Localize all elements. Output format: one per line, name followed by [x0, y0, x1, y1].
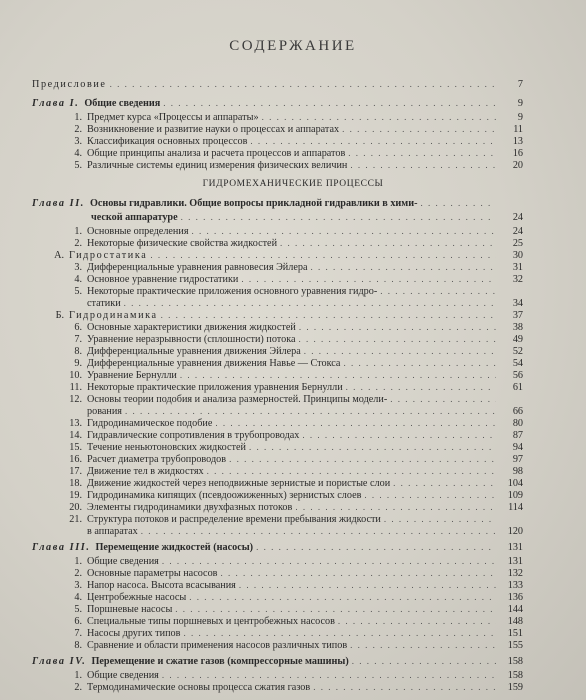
- dot-leader: [302, 430, 496, 441]
- entry-label: [60, 502, 292, 513]
- toc-entry: [60, 124, 523, 135]
- entry-label: [60, 226, 189, 237]
- entry-number: 1.: [74, 226, 82, 237]
- entry-number: 13.: [69, 418, 82, 429]
- entry-label: [60, 442, 246, 453]
- dot-leader: [295, 502, 496, 513]
- entry-number: 14.: [69, 430, 82, 441]
- entry-text: Специальные типы поршневых и центробежных насосов: [87, 616, 335, 627]
- entry-text: Некоторые практические приложения основного уравнения гидро-: [87, 286, 378, 297]
- entry-number: 3.: [74, 580, 82, 591]
- dot-leader: [352, 656, 496, 667]
- toc-entry: [60, 430, 523, 441]
- entry-number: 17.: [69, 466, 82, 477]
- dot-leader: [162, 670, 496, 681]
- entry-number: 2.: [74, 124, 82, 135]
- entry-label: [60, 670, 159, 681]
- dot-leader: [250, 136, 496, 147]
- page-number: 158: [507, 670, 523, 681]
- entry-label: [60, 640, 347, 651]
- page-number: 87: [512, 430, 523, 441]
- entry-number: 15.: [69, 442, 82, 453]
- dot-leader: [342, 124, 496, 135]
- toc-entry: [60, 394, 523, 405]
- page-number: 38: [512, 322, 523, 333]
- entry-label: [87, 526, 138, 537]
- page-number: 158: [507, 656, 523, 667]
- entry-text: Некоторые практические приложения уравнения Бернулли: [87, 382, 343, 393]
- entry-text: Напор насоса. Высота всасывания: [87, 580, 236, 591]
- toc-entry-cont: [87, 526, 523, 537]
- chapter-prefix: Глава III.: [32, 542, 91, 553]
- entry-label: [32, 98, 160, 109]
- dot-leader: [161, 310, 496, 321]
- entry-label: [87, 406, 122, 417]
- dot-leader: [310, 262, 496, 273]
- dot-leader: [421, 198, 496, 209]
- entry-label: [60, 568, 218, 579]
- toc-entry: [60, 670, 523, 681]
- page-number: 7: [517, 79, 523, 90]
- entry-label: [60, 430, 299, 441]
- entry-label: [60, 682, 310, 693]
- page-number: 97: [512, 454, 523, 465]
- dot-leader: [215, 418, 496, 429]
- entry-number: 2.: [74, 568, 82, 579]
- page-number: 104: [507, 478, 523, 489]
- dot-leader: [162, 556, 496, 567]
- entry-number: 4.: [74, 274, 82, 285]
- entry-number: А.: [54, 250, 64, 261]
- entry-label: [91, 212, 178, 223]
- entry-text: статики: [87, 298, 121, 309]
- entry-number: 11.: [69, 382, 82, 393]
- toc-entry: [60, 238, 523, 249]
- entry-text: Движение тел в жидкостях: [87, 466, 204, 477]
- page-number: 151: [507, 628, 523, 639]
- entry-text: Основы теории подобия и анализа размерностей. Принципы модели-: [87, 394, 388, 405]
- page-number: 13: [512, 136, 523, 147]
- dot-leader: [256, 542, 496, 553]
- toc-entry: [60, 604, 523, 615]
- entry-label: [60, 604, 172, 615]
- entry-text: Уравнение Бернулли: [87, 370, 177, 381]
- entry-number: 3.: [74, 262, 82, 273]
- dot-leader: [350, 160, 496, 171]
- toc-entry: [60, 490, 523, 501]
- toc-entry: [60, 466, 523, 477]
- page-number: 136: [507, 592, 523, 603]
- entry-text: Основное уравнение гидростатики: [87, 274, 239, 285]
- entry-text: Уравнение неразрывности (сплошности) потока: [87, 334, 296, 345]
- entry-text: Основные параметры насосов: [87, 568, 218, 579]
- entry-number: 19.: [69, 490, 82, 501]
- dot-leader: [299, 322, 496, 333]
- toc-entry: [60, 580, 523, 591]
- entry-label: [32, 198, 418, 209]
- toc-chapter-1: [32, 98, 523, 109]
- page-number: 34: [512, 298, 523, 309]
- entry-label: [32, 542, 253, 553]
- entry-text: Перемещение и сжатие газов (компрессорные машины): [91, 656, 349, 667]
- toc-subsection-b: [42, 310, 523, 321]
- entry-label: [60, 382, 343, 393]
- entry-number: 2.: [74, 682, 82, 693]
- entry-number: 5.: [74, 286, 82, 297]
- page-number: 25: [512, 238, 523, 249]
- toc-entry: [60, 628, 523, 639]
- dot-leader: [380, 286, 496, 297]
- entry-number: 21.: [69, 514, 82, 525]
- page-number: 20: [512, 160, 523, 171]
- dot-leader: [207, 466, 496, 477]
- dot-leader: [150, 250, 496, 261]
- entry-text: Основные характеристики движения жидкостей: [87, 322, 296, 333]
- entry-text: Гидростатика: [69, 250, 148, 261]
- toc-entry: [60, 322, 523, 333]
- dot-leader: [350, 640, 496, 651]
- entry-text: Сравнение и области применения насосов различных типов: [87, 640, 348, 651]
- entry-text: Гидродинамическое подобие: [87, 418, 213, 429]
- dot-leader: [229, 454, 496, 465]
- entry-text: Дифференциальные уравнения равновесия Эйлера: [87, 262, 308, 273]
- toc-chapter-3: [32, 542, 523, 553]
- toc-entry: [60, 442, 523, 453]
- toc-entry: [60, 286, 523, 297]
- page-number: 30: [512, 250, 523, 261]
- entry-label: [60, 262, 307, 273]
- dot-leader: [390, 394, 496, 405]
- entry-label: [60, 322, 296, 333]
- entry-text: Перемещение жидкостей (насосы): [95, 542, 254, 553]
- page-number: 120: [507, 526, 523, 537]
- page-number: 131: [507, 556, 523, 567]
- page-number: 32: [512, 274, 523, 285]
- entry-text: в аппаратах: [87, 526, 138, 537]
- entry-label: [42, 250, 147, 261]
- page-number: 159: [507, 682, 523, 693]
- entry-text: Общие сведения: [87, 556, 159, 567]
- dot-leader: [181, 212, 496, 223]
- page-number: 56: [512, 370, 523, 381]
- page-number: 155: [507, 640, 523, 651]
- entry-label: [60, 556, 159, 567]
- entry-text: Дифференциальные уравнения движения Навье — Стокса: [87, 358, 341, 369]
- dot-leader: [384, 514, 496, 525]
- entry-number: 8.: [74, 640, 82, 651]
- chapter-prefix: Глава I.: [32, 98, 80, 109]
- entry-text: Основные определения: [87, 226, 189, 237]
- page-number: 54: [512, 358, 523, 369]
- entry-label: [60, 514, 381, 525]
- entry-label: [60, 274, 238, 285]
- entry-label: [32, 79, 107, 90]
- toc-chapter-2: [32, 198, 523, 209]
- toc-entry: [60, 514, 523, 525]
- toc-subsection-a: [42, 250, 523, 261]
- entry-text: Классификация основных процессов: [87, 136, 248, 147]
- toc-entry: [60, 556, 523, 567]
- entry-number: 7.: [74, 334, 82, 345]
- entry-text: Общие сведения: [84, 98, 161, 109]
- dot-leader: [239, 580, 496, 591]
- entry-text: Расчет диаметра трубопроводов: [87, 454, 227, 465]
- entry-label: [60, 160, 347, 171]
- entry-number: 12.: [69, 394, 82, 405]
- entry-label: [60, 616, 335, 627]
- dot-leader: [189, 592, 496, 603]
- section-title: ГИДРОМЕХАНИЧЕСКИЕ ПРОЦЕССЫ: [202, 179, 384, 189]
- entry-number: 18.: [69, 478, 82, 489]
- toc-entry: [60, 568, 523, 579]
- dot-leader: [125, 406, 496, 417]
- entry-text: Общие сведения: [87, 670, 159, 681]
- entry-label: [60, 346, 301, 357]
- dot-leader: [141, 526, 496, 537]
- dot-leader: [110, 79, 496, 90]
- entry-label: [60, 238, 277, 249]
- dot-leader: [221, 568, 497, 579]
- page-number: 11: [513, 124, 523, 135]
- entry-text: Различные системы единиц измерения физических величин: [87, 160, 348, 171]
- entry-label: [60, 466, 204, 477]
- entry-text: Гидродинамика: [69, 310, 158, 321]
- page-title: СОДЕРЖАНИЕ: [229, 38, 357, 54]
- dot-leader: [262, 112, 496, 123]
- toc-preface: [32, 79, 523, 90]
- page-number: 114: [508, 502, 523, 513]
- entry-number: 9.: [74, 358, 82, 369]
- entry-number: 1.: [74, 556, 82, 567]
- page-number: 9: [517, 112, 523, 123]
- toc-chapter-4: [32, 656, 523, 667]
- dot-leader: [249, 442, 496, 453]
- page-number: 132: [507, 568, 523, 579]
- entry-label: [60, 592, 186, 603]
- toc-entry: [60, 478, 523, 489]
- entry-label: [87, 298, 121, 309]
- page-number: 9: [517, 98, 523, 109]
- dot-leader: [180, 370, 496, 381]
- entry-label: [32, 656, 349, 667]
- dot-leader: [343, 358, 496, 369]
- entry-number: 16.: [69, 454, 82, 465]
- page-number: 16: [512, 148, 523, 159]
- entry-number: 8.: [74, 346, 82, 357]
- entry-text: Дифференциальные уравнения движения Эйлера: [87, 346, 301, 357]
- entry-text: Предмет курса «Процессы и аппараты»: [87, 112, 259, 123]
- toc-entry: [60, 370, 523, 381]
- dot-leader: [280, 238, 496, 249]
- dot-leader: [163, 98, 496, 109]
- toc-entry: [60, 616, 523, 627]
- toc-entry: [60, 148, 523, 159]
- entry-text: Термодинамические основы процесса сжатия газов: [87, 682, 311, 693]
- entry-text: рования: [87, 406, 122, 417]
- entry-number: 4.: [74, 592, 82, 603]
- toc-entry: [60, 640, 523, 651]
- page-number: 37: [512, 310, 523, 321]
- dot-leader: [313, 682, 496, 693]
- dot-leader: [175, 604, 496, 615]
- dot-leader: [192, 226, 496, 237]
- toc-entry: [60, 502, 523, 513]
- entry-label: [60, 580, 236, 591]
- entry-text: Элементы гидродинамики двухфазных потоков: [87, 502, 293, 513]
- toc-entry: [60, 262, 523, 273]
- toc-entry: [60, 382, 523, 393]
- toc-entry-cont: [87, 406, 523, 417]
- toc-entry: [60, 346, 523, 357]
- page-number: 131: [507, 542, 523, 553]
- dot-leader: [364, 490, 496, 501]
- entry-number: 10.: [69, 370, 82, 381]
- entry-text: Движение жидкостей через неподвижные зернистые и пористые слои: [87, 478, 391, 489]
- entry-text: Поршневые насосы: [87, 604, 173, 615]
- page-number: 52: [512, 346, 523, 357]
- page-number: 80: [512, 418, 523, 429]
- entry-number: 1.: [74, 112, 82, 123]
- entry-text: Насосы других типов: [87, 628, 181, 639]
- page-number: 98: [512, 466, 523, 477]
- entry-label: [60, 124, 339, 135]
- dot-leader: [299, 334, 496, 345]
- entry-number: 6.: [74, 322, 82, 333]
- entry-text: Гидравлические сопротивления в трубопроводах: [87, 430, 300, 441]
- toc-entry: [60, 112, 523, 123]
- toc-chapter-2-cont: [91, 212, 523, 223]
- page-number: 49: [512, 334, 523, 345]
- dot-leader: [241, 274, 496, 285]
- page-number: 31: [512, 262, 523, 273]
- entry-text: Общие принципы анализа и расчета процессов и аппаратов: [87, 148, 346, 159]
- entry-label: [60, 148, 345, 159]
- entry-text: Предисловие: [32, 79, 107, 90]
- entry-label: [60, 490, 361, 501]
- page-number: 148: [507, 616, 523, 627]
- toc-entry: [60, 418, 523, 429]
- entry-text: Гидродинамика кипящих (псевдоожиженных) зернистых слоев: [87, 490, 362, 501]
- page-number: 133: [507, 580, 523, 591]
- entry-number: 6.: [74, 616, 82, 627]
- entry-text: Некоторые физические свойства жидкостей: [87, 238, 278, 249]
- toc-entry: [60, 334, 523, 345]
- entry-label: [42, 310, 158, 321]
- dot-leader: [346, 382, 496, 393]
- entry-number: 1.: [74, 670, 82, 681]
- toc-entry: [60, 136, 523, 147]
- entry-text: ческой аппаратуре: [91, 212, 178, 223]
- dot-leader: [183, 628, 496, 639]
- entry-label: [60, 628, 180, 639]
- dot-leader: [348, 148, 496, 159]
- entry-number: 3.: [74, 136, 82, 147]
- entry-number: 7.: [74, 628, 82, 639]
- page-number: 24: [512, 226, 523, 237]
- entry-number: 2.: [74, 238, 82, 249]
- entry-text: Основы гидравлики. Общие вопросы прикладной гидравлики в хими-: [89, 198, 418, 209]
- entry-label: [60, 478, 390, 489]
- page-number: 144: [507, 604, 523, 615]
- entry-label: [60, 418, 212, 429]
- entry-text: Течение неньютоновских жидкостей: [87, 442, 246, 453]
- entry-label: [60, 370, 177, 381]
- chapter-prefix: Глава II.: [32, 198, 85, 209]
- page-number: 109: [507, 490, 523, 501]
- entry-text: Возникновение и развитие науки о процессах и аппаратах: [87, 124, 340, 135]
- entry-label: [60, 454, 226, 465]
- page-number: 66: [512, 406, 523, 417]
- dot-leader: [304, 346, 496, 357]
- entry-number: 5.: [74, 160, 82, 171]
- toc-entry: [60, 226, 523, 237]
- entry-label: [60, 286, 377, 297]
- entry-text: Структура потоков и распределение времени пребывания жидкости: [87, 514, 381, 525]
- entry-label: [60, 112, 259, 123]
- entry-number: 20.: [69, 502, 82, 513]
- entry-number: Б.: [55, 310, 64, 321]
- toc-entry: [60, 274, 523, 285]
- entry-label: [60, 136, 247, 147]
- toc-entry: [60, 682, 523, 693]
- page-number: 24: [512, 212, 523, 223]
- dot-leader: [393, 478, 496, 489]
- entry-label: [60, 394, 387, 405]
- toc-entry: [60, 454, 523, 465]
- entry-number: 4.: [74, 148, 82, 159]
- toc-entry: [60, 358, 523, 369]
- page-number: 94: [512, 442, 523, 453]
- toc-entry: [60, 592, 523, 603]
- entry-number: 5.: [74, 604, 82, 615]
- dot-leader: [124, 298, 496, 309]
- page-number: 61: [512, 382, 523, 393]
- dot-leader: [338, 616, 496, 627]
- toc-entry-cont: [87, 298, 523, 309]
- entry-label: [60, 358, 340, 369]
- toc-entry: [60, 160, 523, 171]
- chapter-prefix: Глава IV.: [32, 656, 87, 667]
- entry-label: [60, 334, 296, 345]
- entry-text: Центробежные насосы: [87, 592, 187, 603]
